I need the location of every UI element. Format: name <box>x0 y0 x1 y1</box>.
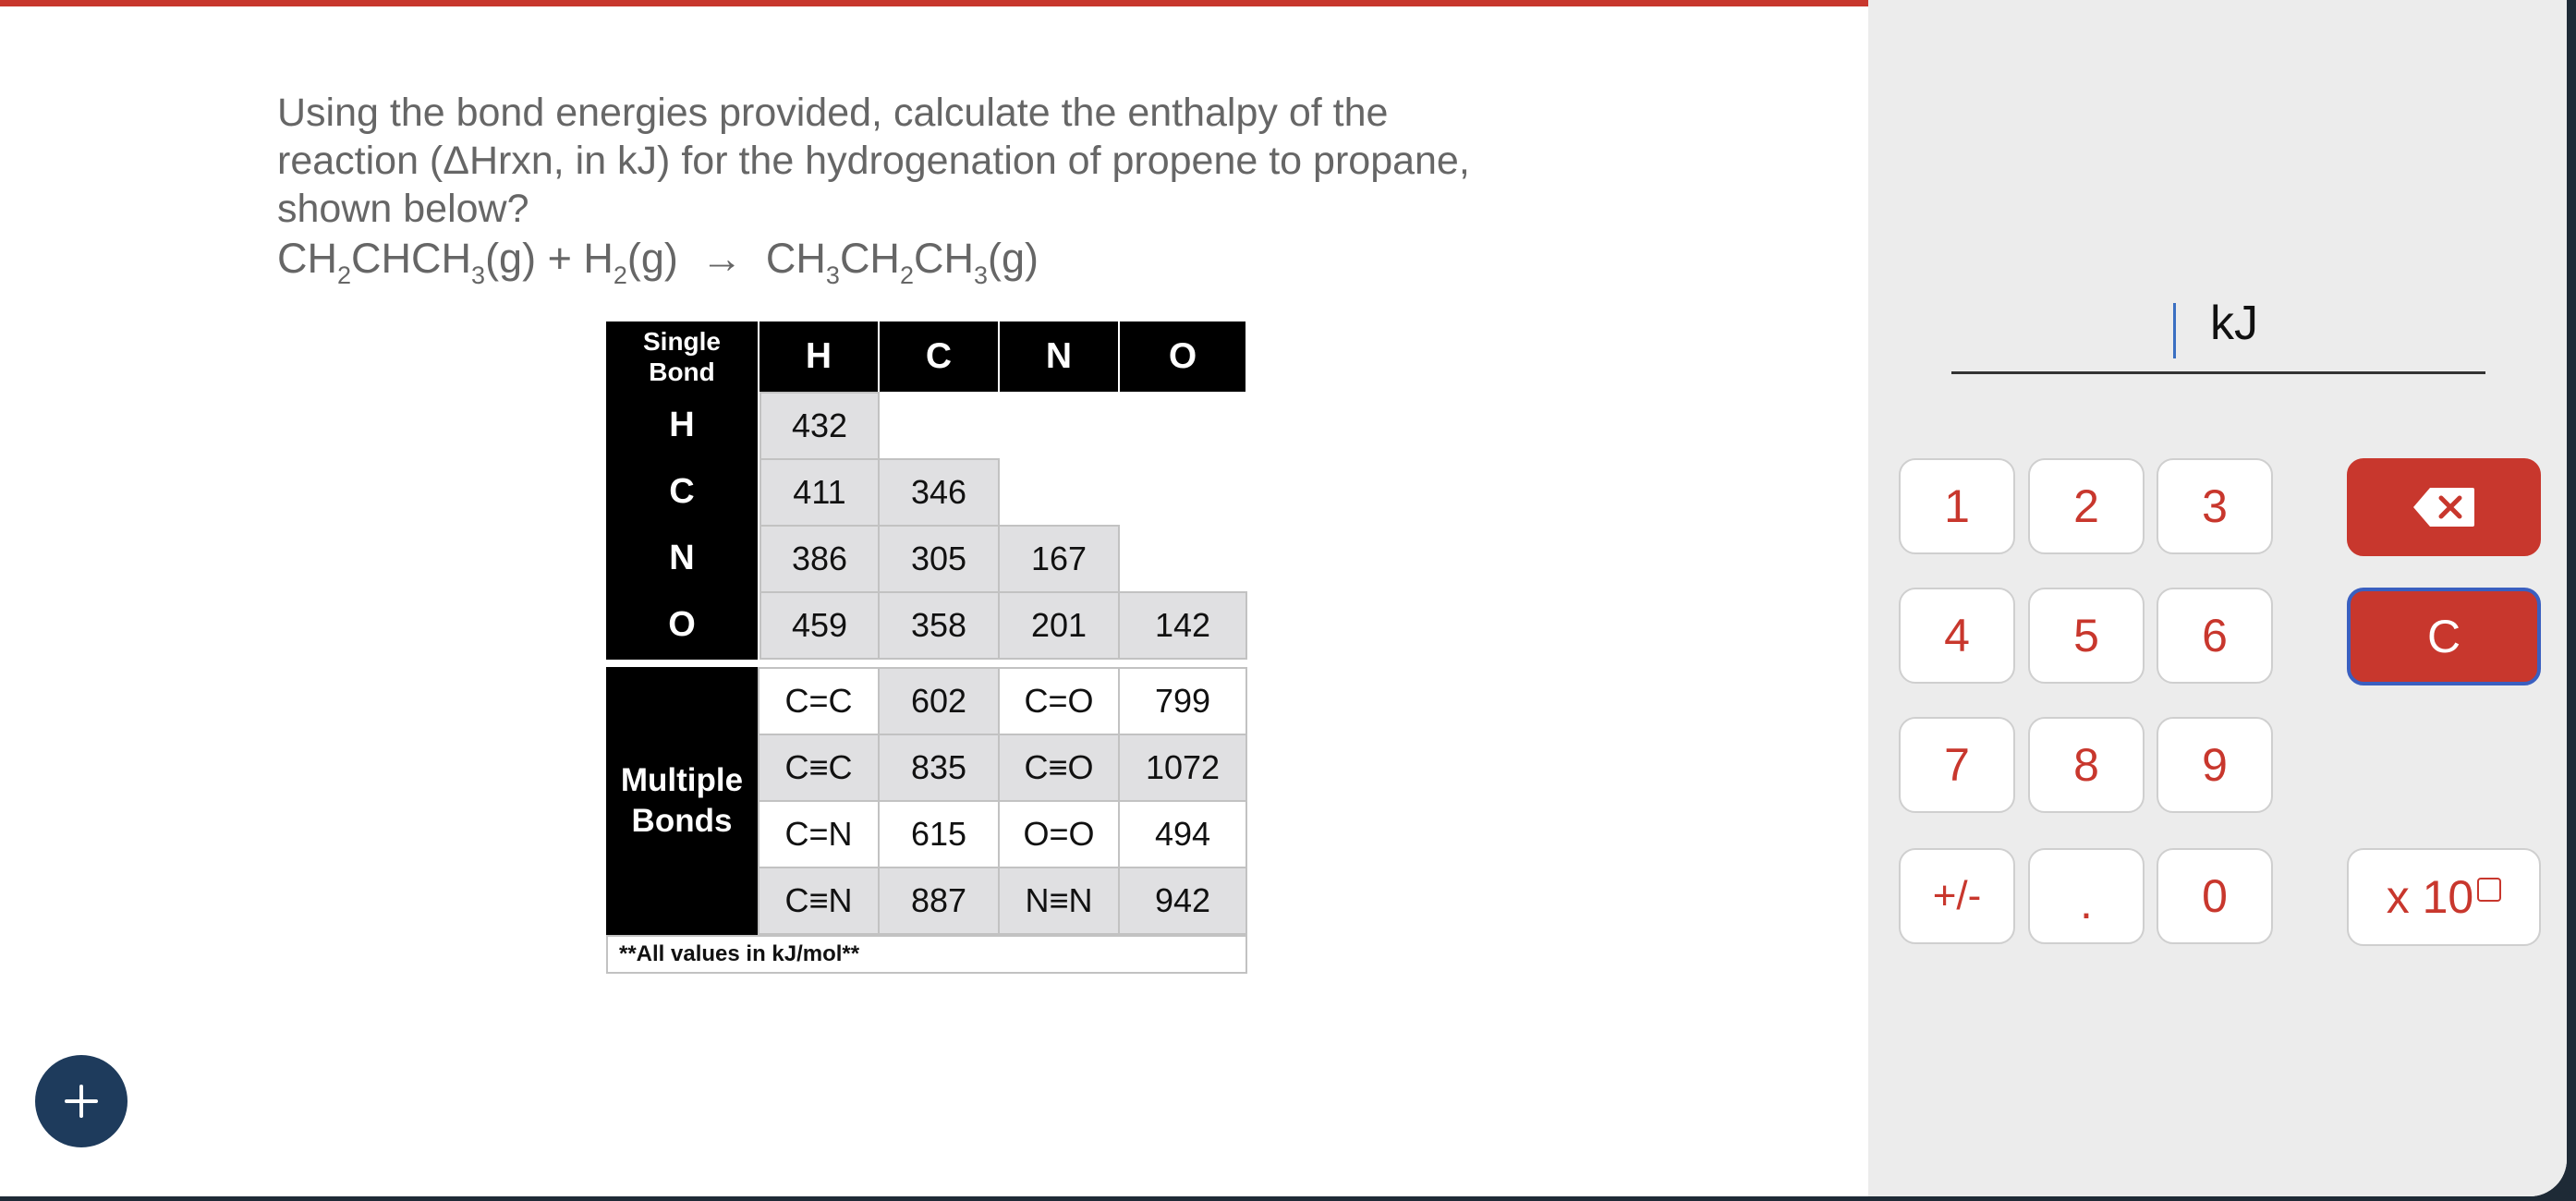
eq-text: (g) <box>626 235 678 282</box>
multi-bond-label: C≡N <box>758 867 880 935</box>
eq-text: (g) <box>988 235 1039 282</box>
key-plus-minus[interactable]: +/- <box>1899 848 2015 944</box>
question-line-3: shown below? <box>277 187 529 231</box>
multi-bond-label: C=C <box>758 667 880 735</box>
eq-subscript: 2 <box>899 261 914 289</box>
eq-text: (g) + H <box>485 235 614 282</box>
row-header-h: H <box>606 392 758 458</box>
times-ten-label: x 10 <box>2386 871 2474 923</box>
eq-subscript: 2 <box>613 261 627 289</box>
key-5[interactable]: 5 <box>2028 588 2145 684</box>
eq-subscript: 3 <box>825 261 840 289</box>
clear-button[interactable]: C <box>2347 588 2541 685</box>
times-ten-button[interactable] <box>2347 848 2541 946</box>
multi-bond-value: 942 <box>1118 867 1247 935</box>
key-2[interactable]: 2 <box>2028 458 2145 554</box>
multi-bond-value: 887 <box>878 867 1000 935</box>
cell-n-h: 386 <box>759 525 880 593</box>
eq-text: CH <box>765 235 826 282</box>
multi-bond-label: O=O <box>998 800 1120 868</box>
eq-text: CH <box>277 235 337 282</box>
question-line-2: reaction (ΔHrxn, in kJ) for the hydrogenation of propene to propane, <box>277 139 1470 183</box>
col-header-h: H <box>759 321 878 392</box>
backspace-button[interactable] <box>2347 458 2541 556</box>
col-header-c: C <box>880 321 998 392</box>
eq-text: CH <box>913 235 974 282</box>
cell-o-n: 201 <box>998 591 1120 660</box>
cell-o-c: 358 <box>878 591 1000 660</box>
eq-text: CHCH <box>351 235 472 282</box>
cell-h-h: 432 <box>759 392 880 460</box>
text-caret <box>2173 303 2176 358</box>
multi-bond-value: 835 <box>878 734 1000 802</box>
eq-subscript: 2 <box>337 261 352 289</box>
single-bond-header: Single Bond <box>606 321 758 392</box>
row-header-n: N <box>606 525 758 591</box>
key-1[interactable]: 1 <box>1899 458 2015 554</box>
multi-bond-label: C≡C <box>758 734 880 802</box>
progress-top-bar <box>0 0 1868 6</box>
row-header-o: O <box>606 591 758 658</box>
multi-bond-value: 799 <box>1118 667 1247 735</box>
answer-input[interactable] <box>1951 296 2485 374</box>
key-4[interactable]: 4 <box>1899 588 2015 684</box>
multi-bond-label: C≡O <box>998 734 1120 802</box>
key-6[interactable]: 6 <box>2157 588 2273 684</box>
add-button[interactable] <box>35 1055 128 1147</box>
cell-o-h: 459 <box>759 591 880 660</box>
cell-o-o: 142 <box>1118 591 1247 660</box>
eq-subscript: 3 <box>973 261 988 289</box>
eq-text: CH <box>839 235 900 282</box>
multi-bond-value: 1072 <box>1118 734 1247 802</box>
backspace-icon <box>2413 488 2474 527</box>
bond-energy-table <box>606 321 1247 974</box>
col-header-n: N <box>1000 321 1118 392</box>
reaction-arrow: → <box>700 235 743 282</box>
cell-c-c: 346 <box>878 458 1000 527</box>
multi-bond-value: 494 <box>1118 800 1247 868</box>
key-decimal[interactable]: . <box>2028 848 2145 944</box>
exponent-box-icon <box>2477 878 2501 902</box>
key-8[interactable]: 8 <box>2028 717 2145 813</box>
multi-bond-label: N≡N <box>998 867 1120 935</box>
cell-c-h: 411 <box>759 458 880 527</box>
multi-bond-value: 602 <box>878 667 1000 735</box>
key-9[interactable]: 9 <box>2157 717 2273 813</box>
key-0[interactable]: 0 <box>2157 848 2273 944</box>
answer-unit: kJ <box>2210 297 2258 350</box>
table-footnote: **All values in kJ/mol** <box>606 935 1247 974</box>
chemical-equation <box>277 235 1039 289</box>
multi-bond-label: C=O <box>998 667 1120 735</box>
eq-subscript: 3 <box>471 261 486 289</box>
cell-n-c: 305 <box>878 525 1000 593</box>
table-separator <box>606 660 1247 667</box>
col-header-o: O <box>1120 321 1245 392</box>
key-7[interactable]: 7 <box>1899 717 2015 813</box>
row-header-c: C <box>606 458 758 525</box>
question-line-1: Using the bond energies provided, calculate the enthalpy of the <box>277 91 1389 135</box>
cell-n-n: 167 <box>998 525 1120 593</box>
plus-icon <box>63 1083 100 1120</box>
multi-bond-value: 615 <box>878 800 1000 868</box>
multi-bond-label: C=N <box>758 800 880 868</box>
question-text <box>277 89 1608 233</box>
multiple-bonds-header: Multiple Bonds <box>606 667 758 935</box>
key-3[interactable]: 3 <box>2157 458 2273 554</box>
